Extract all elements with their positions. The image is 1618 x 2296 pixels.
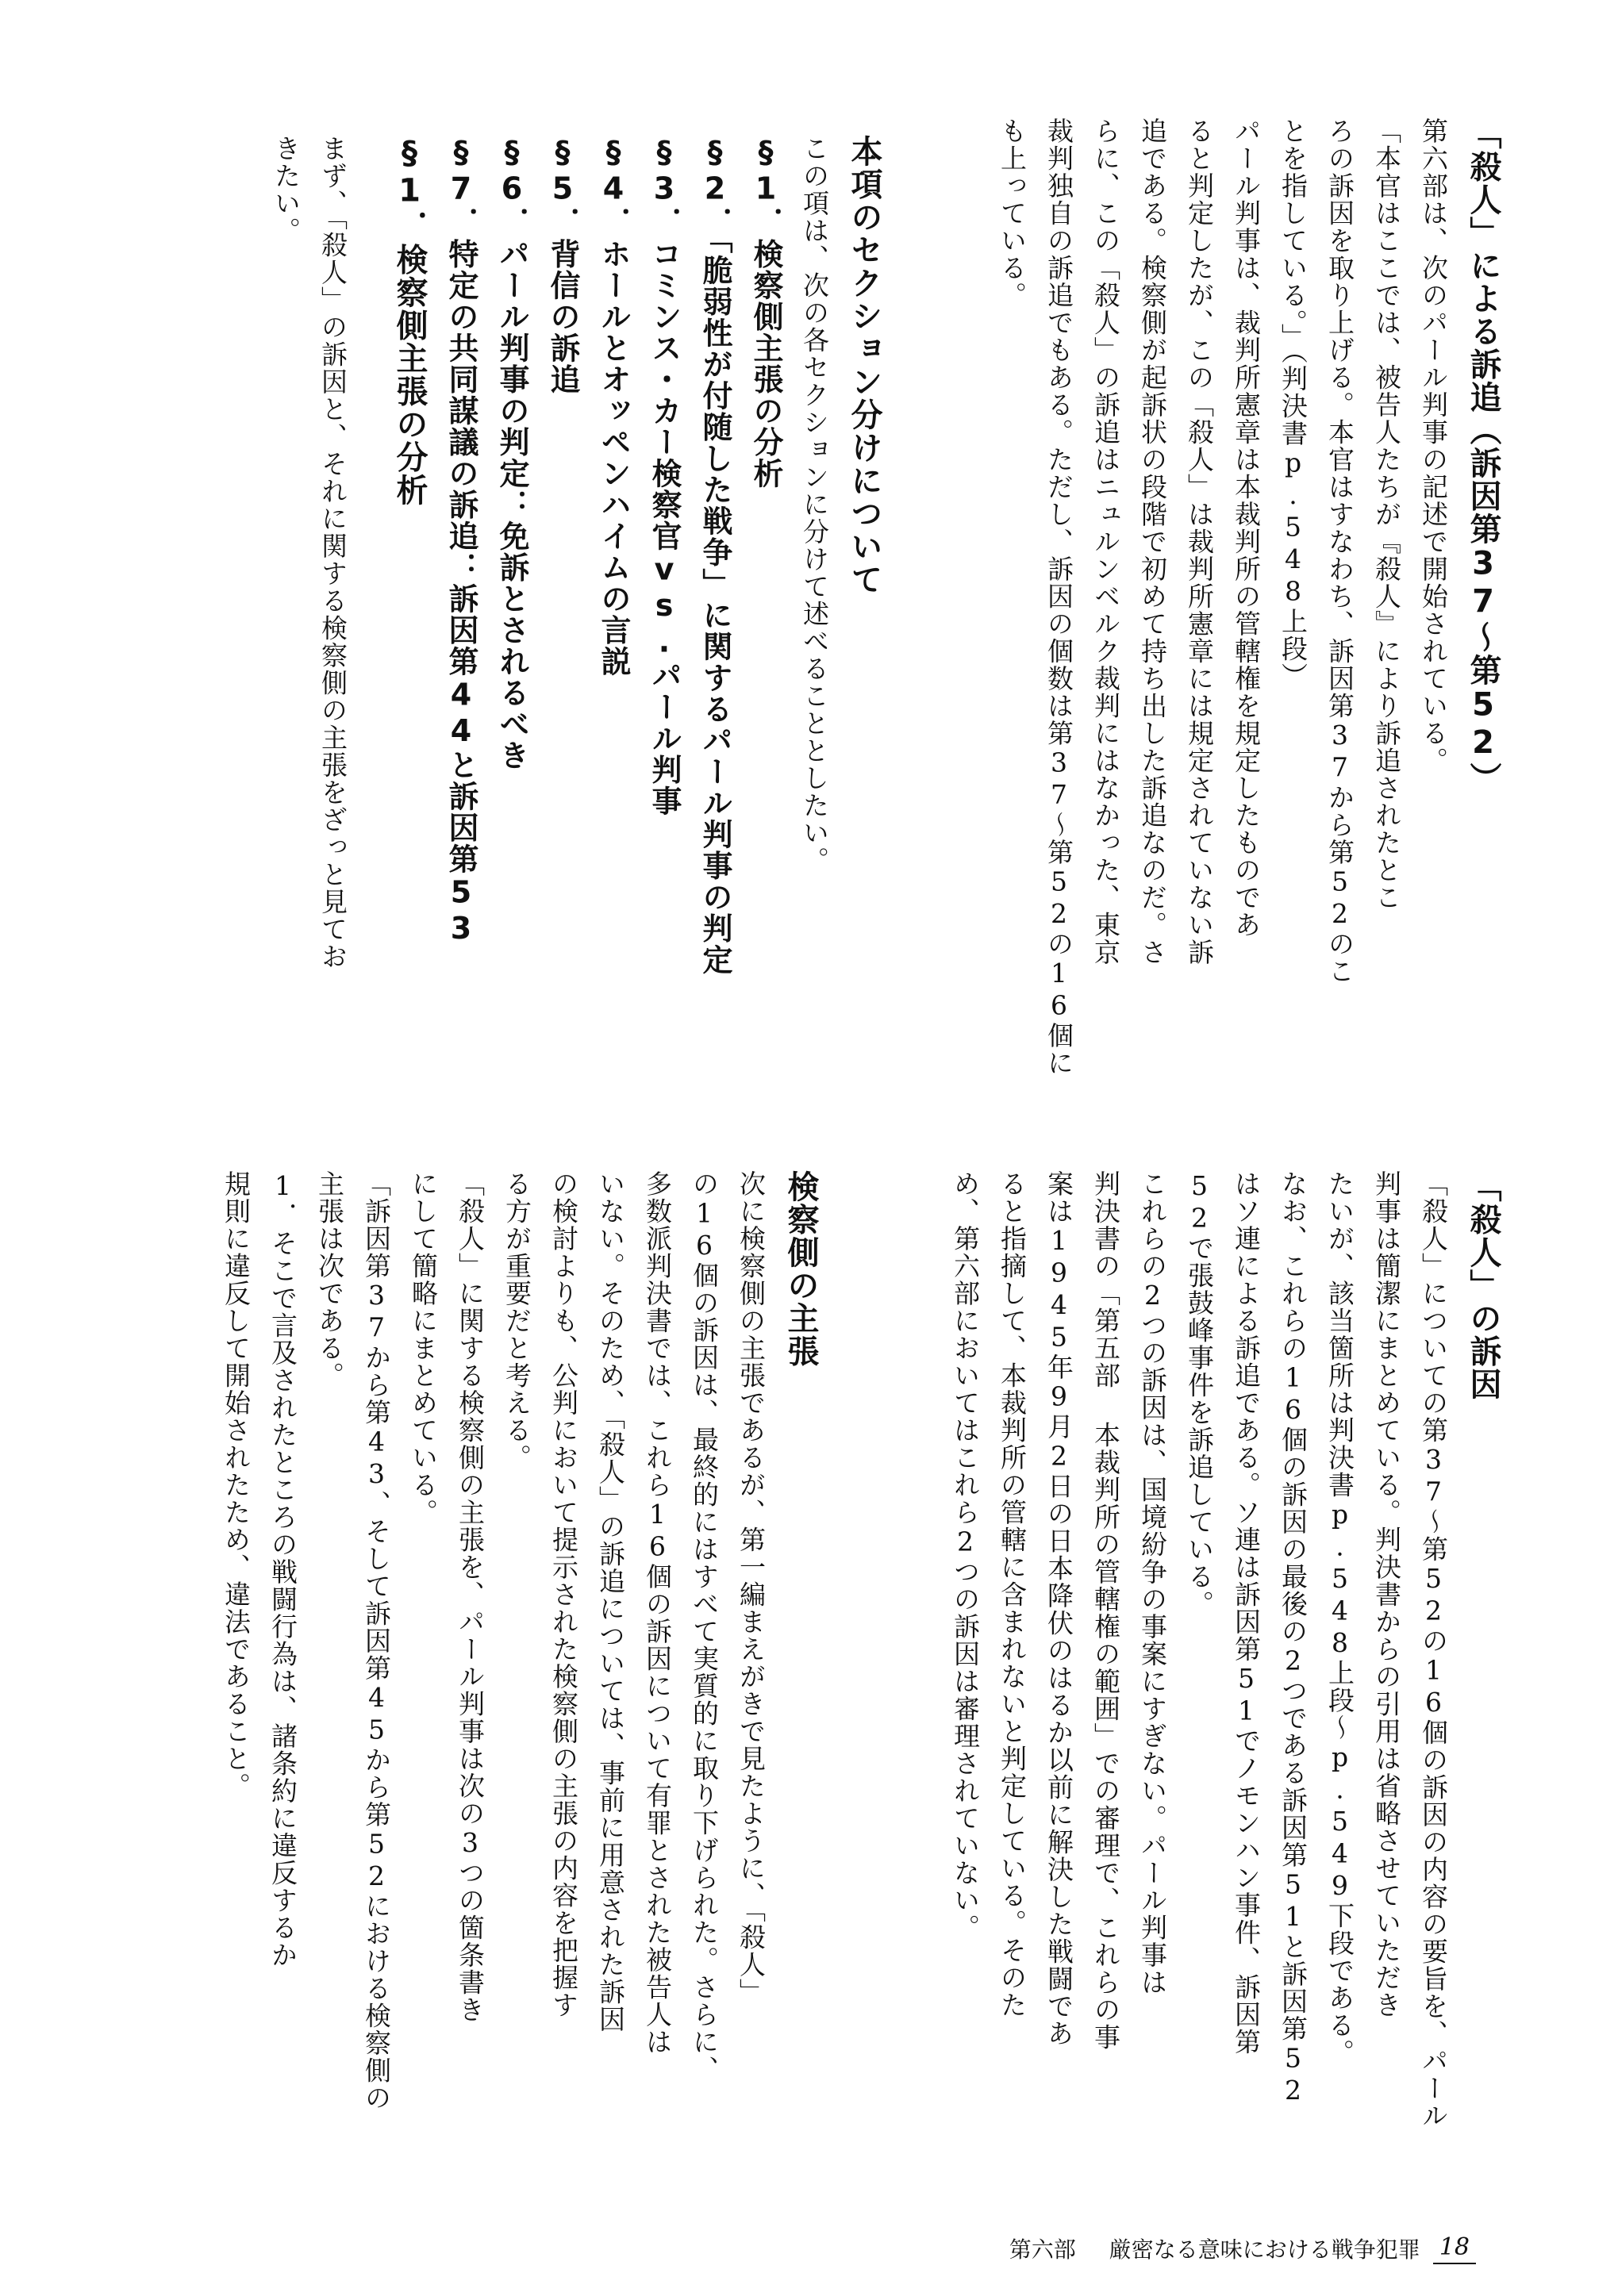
paragraph-line: まず、「殺人」の訴因と、それに関する検察側の主張をざっと見てお bbox=[317, 135, 348, 970]
section-item: §4．ホールとオッペンハイムの言説 bbox=[596, 135, 631, 678]
prosecution-section bbox=[202, 1170, 817, 2162]
footer-part: 第六部 bbox=[1009, 2236, 1076, 2263]
section-item: §7．特定の共同謀議の訴追：訴因第44と訴因第53 bbox=[444, 135, 478, 947]
section-list-heading: 本項のセクション分けについて bbox=[846, 135, 882, 596]
paragraph-line: 「殺人」に関する検察側の主張を、パール判事は次の3つの箇条書き bbox=[455, 1170, 486, 2024]
paragraph-line: 判事は簡潔にまとめている。判決書からの引用は省略させていただき bbox=[1371, 1170, 1402, 2019]
paragraph-line: 裁判独自の訴追でもある。ただし、訴因の個数は第37～第52の16個に bbox=[1043, 117, 1074, 1077]
paragraph-line: 52で張鼓峰事件を訴追している。 bbox=[1184, 1170, 1215, 1618]
quote-line: 主張は次である。 bbox=[314, 1170, 345, 1389]
paragraph-line: も上っている。 bbox=[997, 117, 1028, 309]
paragraph-line: 多数派判決書では、これら16個の訴因について有罪とされた被告人は bbox=[642, 1170, 673, 2056]
paragraph-line: はソ連による訴追である。ソ連は訴因第51でノモンハン事件、訴因第 bbox=[1231, 1170, 1262, 2056]
footer-title: 厳密なる意味における戦争犯罪 bbox=[1109, 2236, 1420, 2263]
paragraph-line: 第六部は、次のパール判事の記述で開始されている。 bbox=[1418, 117, 1449, 774]
murder-counts-section bbox=[932, 1170, 1499, 2162]
page-footer bbox=[905, 2231, 1476, 2264]
paragraph-line: いない。そのため、「殺人」の訴追については、事前に用意された訴因 bbox=[595, 1170, 626, 2033]
paragraph-line: らに、この「殺人」の訴追はニュルンベルク裁判にはなかった、東京 bbox=[1090, 117, 1121, 966]
paragraph-line: 「殺人」についての第37～第52の16個の訴因の内容の要旨を、パール bbox=[1418, 1170, 1449, 2129]
section-heading-murder-prosecution: 「殺人」による訴追（訴因第37～第52） bbox=[1465, 117, 1501, 795]
paragraph-line: これらの2つの訴因は、国境紛争の事案にすぎない。パール判事は bbox=[1137, 1170, 1168, 1996]
list-item: 規則に違反して開始されたため、違法であること。 bbox=[221, 1170, 252, 1800]
paragraph-line: 判決書の「第五部 本裁判所の管轄権の範囲」での審理で、これらの事 bbox=[1090, 1170, 1121, 2051]
section-item: §6．パール判事の判定：免訴とされるべき bbox=[494, 135, 529, 771]
murder-counts-heading: 「殺人」の訴因 bbox=[1465, 1170, 1501, 1401]
section1-heading: §1．検察側主張の分析 bbox=[391, 135, 428, 507]
paragraph-line: きたい。 bbox=[271, 135, 302, 244]
section-item: §5．背信の訴追 bbox=[545, 135, 580, 395]
section-item: §2．「脆弱性が付随した戦争」に関するパール判事の判定 bbox=[698, 135, 732, 976]
paragraph-line: 追である。検察側が起訴状の段階で初めて持ち出した訴追なのだ。さ bbox=[1137, 117, 1168, 966]
paragraph-line: の検討よりも、公判において提示された検察側の主張の内容を把握す bbox=[548, 1170, 579, 2019]
paragraph-line: たいが、該当箇所は判決書p.548上段～p.549下段である。 bbox=[1324, 1170, 1355, 2067]
paragraph-line: パール判事は、裁判所憲章は本裁判所の管轄権を規定したものであ bbox=[1231, 117, 1262, 939]
paragraph-line: 次に検察側の主張であるが、第一編まえがきで見たように、「殺人」 bbox=[736, 1170, 767, 2006]
upper-section bbox=[978, 117, 1499, 1173]
paragraph-line: にして簡略にまとめている。 bbox=[408, 1170, 439, 1526]
section-list-block bbox=[252, 135, 880, 1182]
quote-line: 「訴因第37から第43、そして訴因第45から第52における検察側の bbox=[361, 1170, 392, 2112]
paragraph-line: ると判定したが、この「殺人」は裁判所憲章には規定されていない訴 bbox=[1184, 117, 1215, 966]
paragraph-line: る方が重要だと考える。 bbox=[502, 1170, 532, 1472]
paragraph-line: め、第六部においてはこれら2つの訴因は審理されていない。 bbox=[950, 1170, 981, 1941]
list-item: 1．そこで言及されたところの戦闘行為は、諸条約に違反するか bbox=[267, 1170, 298, 1969]
paragraph-line: の16個の訴因は、最終的にはすべて実質的に取り下げられた。さらに、 bbox=[689, 1170, 720, 2083]
prosecution-heading: 検察側の主張 bbox=[782, 1170, 819, 1368]
section-item: §1．検察側主張の分析 bbox=[748, 135, 783, 490]
section-item: §3．コミンス・カー検察官vs.パール判事 bbox=[647, 135, 682, 817]
quote-line: 「本官はここでは、被告人たちが『殺人』により訴追されたとこ bbox=[1371, 117, 1402, 912]
paragraph-line: ると指摘して、本裁判所の管轄に含まれないと判定している。そのた bbox=[997, 1170, 1028, 2019]
quote-line: とを指している。」（判決書p.548上段） bbox=[1278, 117, 1309, 690]
paragraph-line: なお、これらの16個の訴因の最後の2つである訴因第51と訴因第52 bbox=[1278, 1170, 1309, 2107]
page-number: 18 bbox=[1433, 2233, 1476, 2264]
quote-line: ろの訴因を取り上げる。本官はすなわち、訴因第37から第52のこ bbox=[1324, 117, 1355, 985]
section-list-intro: この項は、次の各セクションに分けて述べることとしたい。 bbox=[799, 135, 830, 874]
paragraph-line: 案は1945年9月2日の日本降伏のはるか以前に解決した戦闘であ bbox=[1043, 1170, 1074, 2048]
